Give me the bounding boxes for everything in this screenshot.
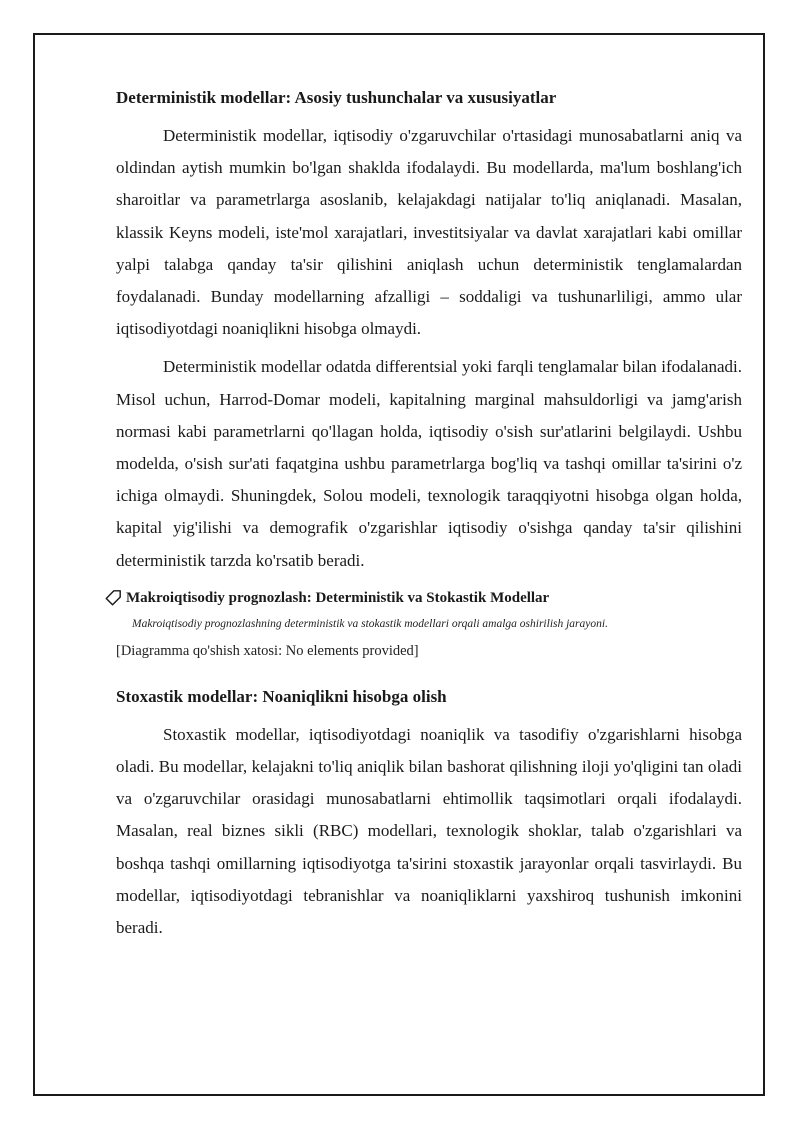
tag-icon [104,589,122,607]
section-stochastic [116,685,742,944]
paragraph: Deterministik modellar, iqtisodiy o'zgaruvchilar o'rtasidagi munosabatlarni aniq va oldindan aytish mumkin bo'lgan shaklda ifodalaydi. Bu modellarda, ma'lum boshlang'ich sharoitlar va parametrlarga asoslanib, kelajakdagi natijalar to'liq aniqlanadi. Masalan, klassik Keyns modeli, iste'mol xarajatlari, investitsiyalar va davlat xarajatlari kabi omillar yalpi talabga qanday ta'sir qilishini aniqlash uchun deterministik tenglamalardan foydalanadi. Bunday modellarning afzalligi – soddaligi va tushunarliligi, ammo ular iqtisodiyotdagi noaniqlikni hisobga olmaydi. [116,126,742,339]
section-heading: Stoxastik modellar: Noaniqlikni hisobga olish [116,686,447,706]
figure-caption: Makroiqtisodiy prognozlashning deterministik va stokastik modellari orqali amalga oshirilish jarayoni. [132,617,608,630]
section-heading: Deterministik modellar: Asosiy tushunchalar va xususiyatlar [116,88,557,107]
paragraph: Deterministik modellar odatda differentsial yoki farqli tenglamalar bilan ifodalanadi. Misol uchun, Harrod-Domar modeli, kapitalning marginal mahsuldorligi va jamg'arish normasi kabi parametrlarni qo'llagan holda, iqtisodiy o'sish sur'atlarini belgilaydi. Ushbu modelda, o'sish sur'ati faqatgina ushbu parametrlarga bog'liq va tashqi omillar ta'sirini o'z ichiga olmaydi. Shuningdek, Solou modeli, texnologik taraqqiyotni hisobga olgan holda, kapital yig'ilishi va demografik o'zgarishlar iqtisodiy o'sishga qanday ta'sir qilishini deterministik tarzda ko'rsatib beradi. [116,357,742,570]
section-deterministic [116,86,742,577]
figure-block [116,587,742,661]
figure-title-text: Makroiqtisodiy prognozlash: Deterministik va Stokastik Modellar [126,589,550,606]
figure-error-message: [Diagramma qo'shish xatosi: No elements provided] [116,642,419,659]
document-content [116,86,742,950]
figure-title [104,587,742,609]
paragraph: Stoxastik modellar, iqtisodiyotdagi noaniqlik va tasodifiy o'zgarishlarni hisobga oladi. Bu modellar, kelajakni to'liq aniqlik bilan bashorat qilishning iloji yo'qligini tan oladi va o'zgaruvchilar orasidagi munosabatlarni ehtimollik taqsimotlari orqali ifodalaydi. Masalan, real biznes sikli (RBC) modellari, texnologik shoklar, talab o'zgarishlari va boshqa tashqi omillarning iqtisodiyotga ta'sirini stoxastik jarayonlar orqali tasvirlaydi. Bu modellar, iqtisodiyotdagi tebranishlar va noaniqliklarni yaxshiroq tushunish imkonini beradi. [116,724,742,938]
